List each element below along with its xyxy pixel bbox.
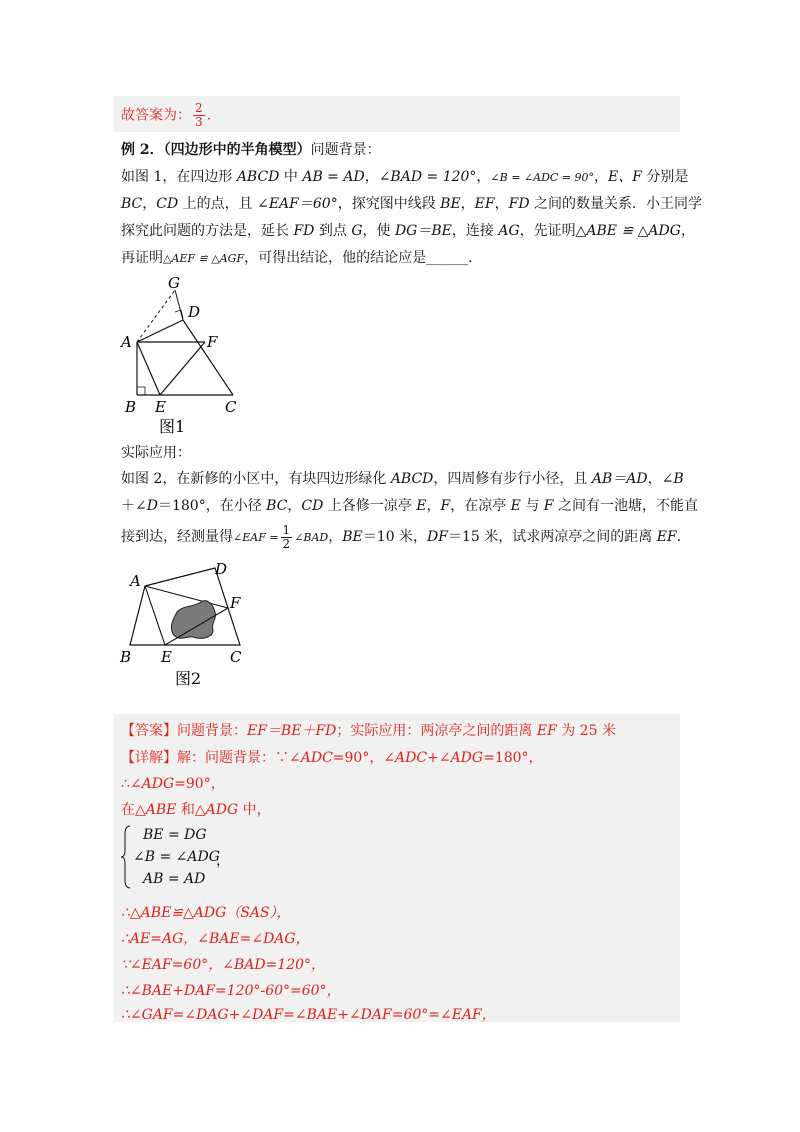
label-b: B: [125, 398, 137, 416]
segment-af: [145, 586, 228, 608]
problem-line-3: 探究此问题的方法是，延长 FD 到点 G，使 DG＝BE，连接 AG，先证明△ABE ≌ △ADG，: [121, 223, 695, 239]
step-5: ∴AE=AG，∠BAE=∠DAG，: [121, 931, 310, 947]
step-2: ∴∠ADG=90°，: [121, 776, 225, 792]
problem-line-1: 如图 1，在四边形 ABCD 中 AB = AD，∠BAD = 120°，∠B = ∠ADC = 90°，E、F 分别是: [121, 169, 689, 185]
segment-gd: [175, 290, 183, 320]
right-angle-b: [137, 387, 145, 395]
segment-ae: [145, 586, 165, 645]
answer-tag-line: 【答案】问题背景：EF＝BE＋FD；实际应用：两凉亭之间的距离 EF 为 25 米: [121, 723, 616, 739]
label-b: B: [120, 648, 132, 666]
figure-2: [115, 560, 255, 695]
label-f: F: [207, 333, 218, 351]
label-f: F: [230, 594, 241, 612]
step-3: 在△ABE 和△ADG 中，: [121, 802, 271, 818]
step-8: ∴∠GAF=∠DAG+∠DAF=∠BAE+∠DAF=60°=∠EAF，: [121, 1007, 496, 1023]
system-row-3: AB = AD: [143, 871, 206, 887]
label-c: C: [230, 648, 242, 666]
step-6: ∵∠EAF=60°，∠BAD=120°，: [121, 957, 326, 973]
step-4: ∴△ABE≌△ADG（SAS），: [121, 905, 291, 921]
application-line-3: 接到达，经测量得∠EAF = $\frac{1}{2}$ ∠BAD，BE＝10 米，DF＝15 米，试求两凉亭之间的距离 EF．: [121, 522, 691, 551]
equation-system: [121, 822, 241, 892]
segment-ef: [160, 342, 205, 395]
label-a: A: [130, 572, 141, 590]
application-heading: 实际应用：: [121, 445, 191, 461]
segment-ad: [137, 320, 183, 342]
label-e: E: [155, 398, 166, 416]
figure-2-diagram: [115, 560, 255, 695]
figure-1-diagram: [115, 272, 255, 440]
application-line-1: 如图 2，在新修的小区中，有块四边形绿化 ABCD，四周修有步行小径，且 AB＝AD，∠B: [121, 471, 684, 487]
label-a: A: [121, 333, 132, 351]
fraction-two-thirds: $\frac{2}{3}$: [195, 101, 203, 129]
figure-1-caption: 图1: [159, 417, 186, 436]
label-d: D: [188, 303, 201, 321]
figure-1: [115, 272, 255, 440]
fraction-one-half: $\frac{1}{2}$: [282, 522, 291, 551]
label-c: C: [225, 398, 237, 416]
application-line-2: ＋∠D＝180°，在小径 BC，CD 上各修一凉亭 E，F，在凉亭 E 与 F 之间有一池塘，不能直: [121, 498, 698, 514]
example-heading: 例 2．（四边形中的半角模型）问题背景：: [121, 142, 381, 158]
system-row-2: ∠B = ∠ADG: [133, 849, 220, 865]
problem-line-2: BC，CD 上的点，且 ∠EAF＝60°，探究图中线段 BE，EF，FD 之间的数量关系．小王同学: [121, 196, 703, 212]
label-g: G: [168, 274, 180, 292]
label-d: D: [215, 560, 228, 578]
system-trailing-comma: ，: [216, 853, 230, 869]
left-brace: [121, 822, 133, 892]
problem-line-4: 再证明△AEF ≌ △AGF，可得出结论，他的结论应是______．: [121, 250, 483, 266]
prev-answer-line: 故答案为： $\frac{2}{3}$ .: [121, 101, 212, 129]
step-7: ∴∠BAE+DAF=120°-60°=60°，: [121, 983, 341, 999]
detail-tag-line: 【详解】解：问题背景：∵∠ADC=90°，∠ADC+∠ADG=180°，: [121, 750, 543, 766]
segment-ag-dashed: [137, 290, 175, 342]
label-e: E: [161, 648, 172, 666]
system-row-1: BE = DG: [143, 827, 207, 843]
figure-2-caption: 图2: [175, 669, 202, 688]
segment-dc: [183, 320, 233, 395]
